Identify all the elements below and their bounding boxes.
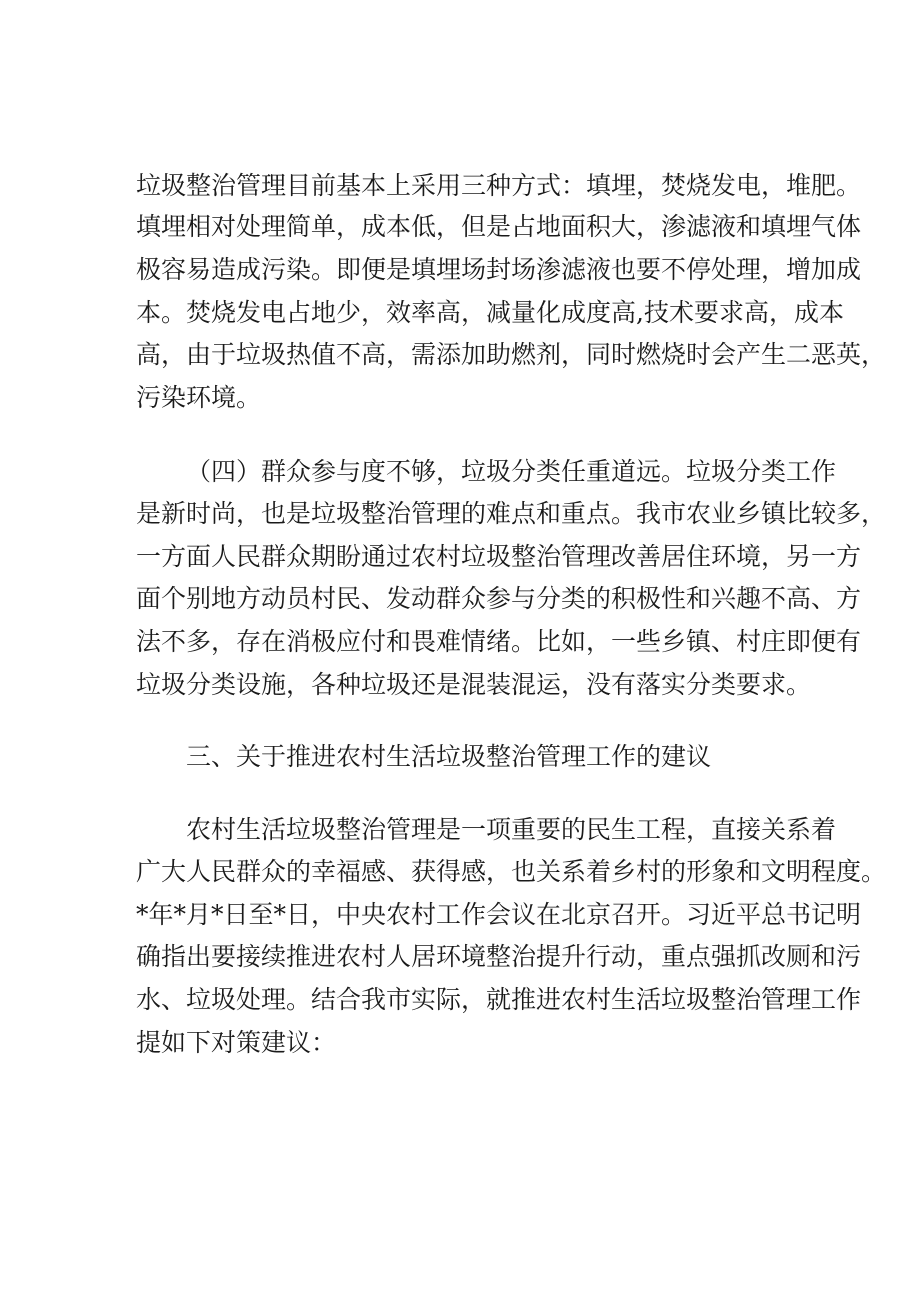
- text-line: 极容易造成污染。即便是填埋场封场渗滤液也要不停处理，增加成: [136, 255, 862, 284]
- text-line: 面个别地方动员村民、发动群众参与分类的积极性和兴趣不高、方: [136, 584, 862, 613]
- text-line: 垃圾分类设施，各种垃圾还是混装混运，没有落实分类要求。: [136, 670, 812, 699]
- text-line: 污染环境。: [136, 383, 262, 412]
- text-line: 农村生活垃圾整治管理是一项重要的民生工程，直接关系着: [186, 815, 837, 844]
- text-line: （四）群众参与度不够，垃圾分类任重道远。垃圾分类工作: [186, 457, 837, 486]
- text-line: *年*月*日至*日，中央农村工作会议在北京召开。习近平总书记明: [136, 900, 862, 929]
- text-line: 法不多，存在消极应付和畏难情绪。比如，一些乡镇、村庄即便有: [136, 627, 862, 656]
- text-line: 确指出要接续推进农村人居环境整治提升行动，重点强抓改厕和污: [136, 942, 862, 971]
- text-line: 水、垃圾处理。结合我市实际，就推进农村生活垃圾整治管理工作: [136, 985, 862, 1014]
- text-line: 一方面人民群众期盼通过农村垃圾整治管理改善居住环境，另一方: [136, 542, 862, 571]
- text-line: 填埋相对处理简单，成本低，但是占地面积大，渗滤液和填埋气体: [136, 212, 862, 241]
- text-line: 是新时尚，也是垃圾整治管理的难点和重点。我市农业乡镇比较多，: [136, 499, 887, 528]
- section-title: 三、关于推进农村生活垃圾整治管理工作的建议: [186, 742, 712, 771]
- text-line: 广大人民群众的幸福感、获得感，也关系着乡村的形象和文明程度。: [136, 857, 887, 886]
- text-line: 高，由于垃圾热值不高，需添加助燃剂，同时燃烧时会产生二恶英，: [136, 340, 887, 369]
- text-line: 垃圾整治管理目前基本上采用三种方式：填埋，焚烧发电，堆肥。: [136, 171, 862, 200]
- text-line: 提如下对策建议：: [136, 1028, 337, 1057]
- text-line: 本。焚烧发电占地少，效率高，减量化成度高,技术要求高，成本: [136, 298, 844, 327]
